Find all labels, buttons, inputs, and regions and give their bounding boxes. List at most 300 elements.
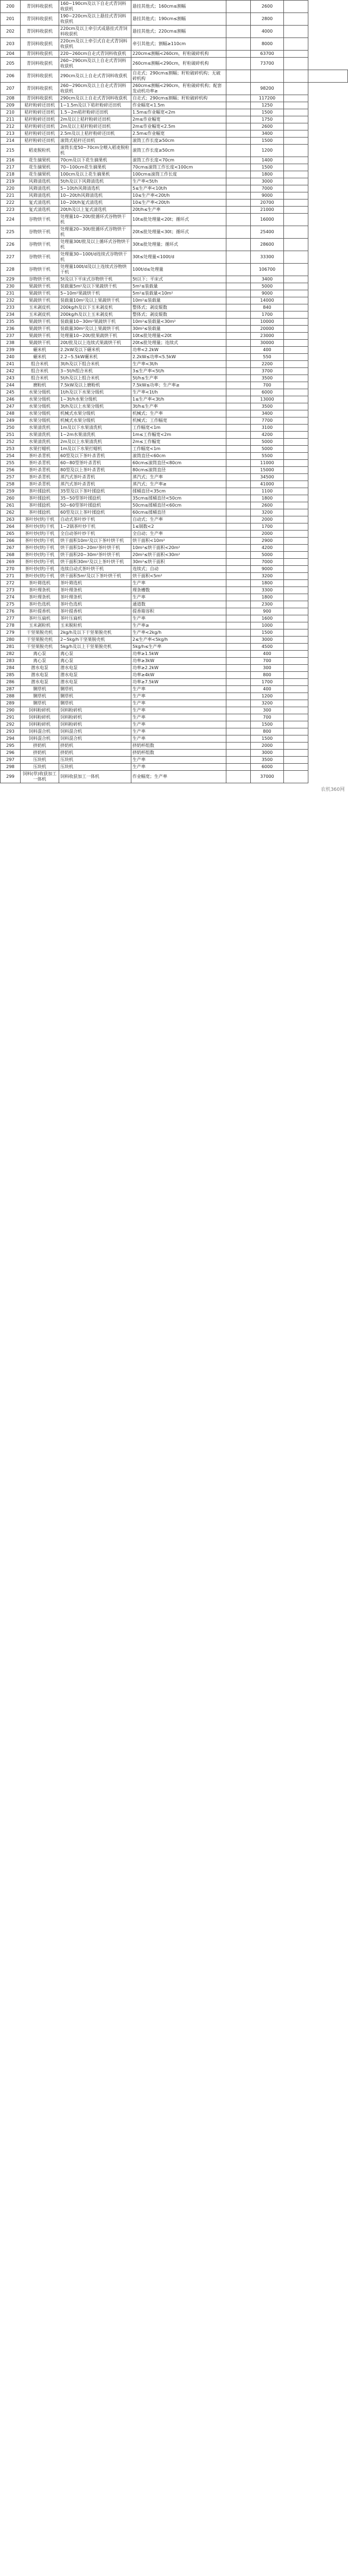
- row-number: 296: [1, 750, 21, 757]
- row-number: 288: [1, 693, 21, 700]
- empty-cell: [284, 95, 308, 102]
- empty-cell: [226, 207, 251, 214]
- table-row: [1, 382, 348, 389]
- empty-cell: [226, 333, 251, 340]
- param-text: 3≤生产率<5t/h: [131, 368, 226, 375]
- spec-text: 铡草机: [59, 700, 131, 707]
- item-name: 茶叶提香机: [21, 608, 59, 615]
- spec-text: 5t/h及以下风筛清选机: [59, 178, 131, 185]
- empty-cell: [226, 396, 251, 403]
- empty-cell: [226, 495, 251, 502]
- item-name: 铡草机: [21, 700, 59, 707]
- row-number: 223: [1, 207, 21, 214]
- table-row: [1, 658, 348, 665]
- item-name: 谷物烘干机: [21, 239, 59, 251]
- table-row: [1, 95, 348, 102]
- empty-cell: [226, 637, 251, 644]
- spec-text: 自动式茶叶炒干机: [59, 516, 131, 523]
- price-text: 3500: [251, 757, 284, 764]
- row-number: 297: [1, 757, 21, 764]
- price-text: 5000: [251, 446, 284, 453]
- row-number: 253: [1, 446, 21, 453]
- price-text: 2000: [251, 743, 284, 750]
- table-row: [1, 123, 348, 130]
- empty-cell: [226, 70, 251, 83]
- empty-cell: [284, 26, 308, 38]
- table-row: [1, 495, 348, 502]
- spec-text: 5t/h及以上组合米机: [59, 375, 131, 382]
- empty-cell: [226, 368, 251, 375]
- empty-cell: [226, 123, 251, 130]
- item-name: 花生摘果机: [21, 164, 59, 171]
- item-name: 饲料混合机: [21, 735, 59, 743]
- empty-cell: [226, 764, 251, 771]
- table-row: [1, 679, 348, 686]
- param-text: 功率<2.2kW: [131, 347, 226, 354]
- spec-text: 潜水电泵: [59, 679, 131, 686]
- row-number: 270: [1, 566, 21, 573]
- param-text: 20m²≤烘干面积<30m²: [131, 552, 226, 559]
- table-row: [1, 239, 348, 251]
- price-text: 8000: [251, 38, 284, 51]
- spec-text: 3t/h及以上水果分级机: [59, 403, 131, 410]
- empty-cell: [284, 333, 308, 340]
- item-name: 挤奶机: [21, 750, 59, 757]
- empty-cell: [226, 1, 251, 13]
- param-text: 30m²≤烘干面积: [131, 559, 226, 566]
- empty-cell: [284, 587, 308, 594]
- empty-cell: [226, 439, 251, 446]
- param-text: 生产率: [131, 764, 226, 771]
- item-name: 果蔬烘干机: [21, 326, 59, 333]
- spec-text: 1m及以下水果清洗机: [59, 425, 131, 432]
- item-name: 磨粉机: [21, 382, 59, 389]
- table-row: [1, 214, 348, 226]
- param-text: 滚筒工作长度≥50cm: [131, 138, 226, 145]
- spec-text: 装载量30m²及以上果蔬烘干机: [59, 326, 131, 333]
- table-row: [1, 226, 348, 239]
- row-number: 229: [1, 276, 21, 283]
- param-text: 7.5kW≤功率；生产率≥: [131, 382, 226, 389]
- price-text: 3500: [251, 403, 284, 410]
- param-text: 烘干面积<10m²: [131, 538, 226, 545]
- row-number: 232: [1, 297, 21, 304]
- table-row: [1, 264, 348, 276]
- spec-text: 2m及以上秸秆粉碎还田机: [59, 123, 131, 130]
- empty-cell: [284, 481, 308, 488]
- empty-cell: [284, 178, 308, 185]
- item-name: 水果清洗机: [21, 432, 59, 439]
- item-name: 茶叶理条机: [21, 594, 59, 601]
- spec-text: 全自动茶叶炒干机: [59, 531, 131, 538]
- empty-cell: [284, 347, 308, 354]
- item-name: 茶叶揉捻机: [21, 509, 59, 516]
- empty-cell: [284, 164, 308, 171]
- price-text: 700: [251, 382, 284, 389]
- empty-cell: [226, 164, 251, 171]
- param-text: 80cm≤滚筒直径: [131, 467, 226, 474]
- param-text: 滚筒直径<60cm: [131, 453, 226, 460]
- empty-cell: [284, 382, 308, 389]
- empty-cell: [284, 771, 308, 783]
- row-number: 261: [1, 502, 21, 509]
- empty-cell: [284, 304, 308, 311]
- empty-cell: [284, 340, 308, 347]
- item-name: 稻麦脱粒机: [21, 145, 59, 157]
- empty-cell: [284, 368, 308, 375]
- param-text: 3t/h≤生产率: [131, 403, 226, 410]
- empty-cell: [226, 214, 251, 226]
- table-row: [1, 552, 348, 559]
- empty-cell: [226, 523, 251, 531]
- subsidy-table: [0, 0, 348, 783]
- table-row: [1, 138, 348, 145]
- empty-cell: [226, 453, 251, 460]
- table-row: [1, 109, 348, 116]
- param-text: 60cm≤滚筒直径<80cm: [131, 460, 226, 467]
- empty-cell: [284, 432, 308, 439]
- row-number: 272: [1, 580, 21, 587]
- spec-text: 压块机: [59, 757, 131, 764]
- table-row: [1, 58, 348, 70]
- table-row: [1, 347, 348, 354]
- param-text: 生产率: [131, 707, 226, 714]
- spec-text: 70~100cm花生摘果机: [59, 164, 131, 171]
- price-text: 4200: [251, 432, 284, 439]
- item-name: 潜水电泵: [21, 672, 59, 679]
- price-text: 7700: [251, 417, 284, 425]
- price-text: 6000: [251, 389, 284, 396]
- table-row: [1, 375, 348, 382]
- item-name: 风筛清选机: [21, 185, 59, 192]
- spec-text: 35型及以下茶叶揉捻机: [59, 488, 131, 495]
- empty-cell: [226, 700, 251, 707]
- param-text: 理条槽数: [131, 587, 226, 594]
- param-text: 生产率: [131, 700, 226, 707]
- table-row: [1, 311, 348, 319]
- empty-cell: [284, 290, 308, 297]
- empty-cell: [284, 410, 308, 417]
- item-name: 离心泵: [21, 651, 59, 658]
- price-text: 2600: [251, 502, 284, 509]
- item-name: 茶叶炒(烘)干机: [21, 559, 59, 566]
- param-text: 牵引其他式；割幅≥110cm: [131, 38, 226, 51]
- item-name: 茶叶炒(烘)干机: [21, 531, 59, 538]
- empty-cell: [226, 83, 251, 95]
- param-text: 生产率: [131, 714, 226, 721]
- empty-cell: [284, 109, 308, 116]
- price-text: 13000: [251, 396, 284, 403]
- param-text: 功率≥3kW: [131, 658, 226, 665]
- empty-cell: [284, 552, 308, 559]
- item-name: 铡草机: [21, 693, 59, 700]
- empty-cell: [284, 488, 308, 495]
- watermark: 农机360网: [320, 787, 345, 793]
- item-name: 青饲料收获机: [21, 51, 59, 58]
- row-number: 207: [1, 83, 21, 95]
- price-text: 1500: [251, 721, 284, 728]
- item-name: 茶叶炒(烘)干机: [21, 566, 59, 573]
- spec-text: 蒸汽式茶叶杀青机: [59, 474, 131, 481]
- item-name: 茶叶色选机: [21, 601, 59, 608]
- price-text: 3000: [251, 637, 284, 644]
- empty-cell: [284, 580, 308, 587]
- row-number: 274: [1, 594, 21, 601]
- spec-text: 玉米脱粒机: [59, 622, 131, 629]
- empty-cell: [226, 594, 251, 601]
- table-row: [1, 1, 348, 13]
- row-number: 233: [1, 304, 21, 311]
- empty-cell: [284, 538, 308, 545]
- param-text: 10≤生产率<20t/h: [131, 192, 226, 199]
- item-name: 茶叶揉捻机: [21, 502, 59, 509]
- empty-cell: [284, 192, 308, 199]
- empty-cell: [284, 700, 308, 707]
- item-name: 水果分级机: [21, 410, 59, 417]
- item-name: 秸秆粉碎还田机: [21, 138, 59, 145]
- item-name: 压块机: [21, 764, 59, 771]
- row-number: 215: [1, 145, 21, 157]
- empty-cell: [284, 495, 308, 502]
- spec-text: 滚筒长度50~70cm全喂入稻麦脱粒机: [59, 145, 131, 157]
- empty-cell: [284, 735, 308, 743]
- spec-text: 2m及以上水果清洗机: [59, 439, 131, 446]
- empty-cell: [226, 686, 251, 693]
- item-name: 组合米机: [21, 361, 59, 368]
- table-row: [1, 686, 348, 693]
- row-number: 204: [1, 51, 21, 58]
- row-number: 235: [1, 319, 21, 326]
- param-text: 滚筒工作长度≥50cm: [131, 145, 226, 157]
- table-row: [1, 276, 348, 283]
- price-text: 1700: [251, 679, 284, 686]
- empty-cell: [226, 587, 251, 594]
- param-text: 1.5m≤作业幅宽<2m: [131, 109, 226, 116]
- price-text: 3700: [251, 368, 284, 375]
- empty-cell: [284, 138, 308, 145]
- empty-cell: [284, 516, 308, 523]
- price-text: 1500: [251, 109, 284, 116]
- table-row: [1, 83, 348, 95]
- empty-cell: [284, 523, 308, 531]
- empty-cell: [284, 573, 308, 580]
- price-text: 2900: [251, 538, 284, 545]
- empty-cell: [284, 743, 308, 750]
- price-text: 5500: [251, 453, 284, 460]
- param-text: 20t≤批处理量；连续式: [131, 340, 226, 347]
- empty-cell: [226, 446, 251, 453]
- item-name: 饲料粉碎机: [21, 721, 59, 728]
- price-text: 2600: [251, 1, 284, 13]
- table-row: [1, 481, 348, 488]
- spec-text: 220cm及以上牵引式自走式青饲料收获机: [59, 38, 131, 51]
- spec-text: 茶叶压扁机: [59, 615, 131, 622]
- table-row: [1, 559, 348, 566]
- row-number: 216: [1, 157, 21, 164]
- spec-text: 1~3t/h水果分级机: [59, 396, 131, 403]
- item-name: 干坚果脱壳机: [21, 637, 59, 644]
- empty-cell: [226, 622, 251, 629]
- empty-cell: [226, 559, 251, 566]
- param-text: 生产率<2kg/h: [131, 629, 226, 637]
- empty-cell: [226, 644, 251, 651]
- empty-cell: [284, 264, 308, 276]
- price-text: 16000: [251, 214, 284, 226]
- item-name: 果蔬烘干机: [21, 283, 59, 290]
- empty-cell: [284, 439, 308, 446]
- row-number: 269: [1, 559, 21, 566]
- empty-cell: [226, 417, 251, 425]
- row-number: 298: [1, 764, 21, 771]
- item-name: 果蔬烘干机: [21, 319, 59, 326]
- param-text: 悬挂其他式；160cm≤割幅: [131, 1, 226, 13]
- item-name: 谷物烘干机: [21, 251, 59, 264]
- table-row: [1, 509, 348, 516]
- spec-text: 饲料粉碎机: [59, 707, 131, 714]
- param-text: 10≤生产率<20t/h: [131, 199, 226, 207]
- row-number: 286: [1, 679, 21, 686]
- table-row: [1, 622, 348, 629]
- price-text: 9000: [251, 192, 284, 199]
- row-number: 201: [1, 13, 21, 26]
- empty-cell: [226, 629, 251, 637]
- item-name: 饲料粉碎机: [21, 707, 59, 714]
- spec-text: 190~220cm及以上悬挂式青饲料收获机: [59, 13, 131, 26]
- item-name: 饲料混合机: [21, 728, 59, 735]
- table-row: [1, 453, 348, 460]
- table-row: [1, 573, 348, 580]
- empty-cell: [226, 145, 251, 157]
- price-text: 1800: [251, 594, 284, 601]
- price-text: 20700: [251, 199, 284, 207]
- empty-cell: [284, 658, 308, 665]
- row-number: 234: [1, 311, 21, 319]
- row-number: 238: [1, 340, 21, 347]
- spec-text: 2m及以上秸秆粉碎还田机: [59, 116, 131, 123]
- item-name: 饲料粉碎机: [21, 714, 59, 721]
- table-row: [1, 446, 348, 453]
- price-text: 800: [251, 672, 284, 679]
- spec-text: 烘干面积20~30m²茶叶烘干机: [59, 552, 131, 559]
- param-text: 生产率≥: [131, 622, 226, 629]
- row-number: 227: [1, 251, 21, 264]
- empty-cell: [226, 651, 251, 658]
- row-number: 249: [1, 417, 21, 425]
- price-text: 10000: [251, 319, 284, 326]
- item-name: 干坚果脱壳机: [21, 629, 59, 637]
- empty-cell: [226, 130, 251, 138]
- param-text: 生产率: [131, 721, 226, 728]
- row-number: 221: [1, 192, 21, 199]
- price-text: 1200: [251, 693, 284, 700]
- table-row: [1, 523, 348, 531]
- spec-text: 220cm及以上牵引式或悬挂式青饲料收获机: [59, 26, 131, 38]
- empty-cell: [284, 145, 308, 157]
- row-number: 211: [1, 116, 21, 123]
- empty-cell: [226, 403, 251, 410]
- row-number: 263: [1, 516, 21, 523]
- empty-cell: [226, 460, 251, 467]
- empty-cell: [226, 601, 251, 608]
- row-number: 283: [1, 658, 21, 665]
- price-text: 9000: [251, 566, 284, 573]
- param-text: 10t≤批处理量<20t: [131, 333, 226, 340]
- empty-cell: [226, 26, 251, 38]
- row-number: 252: [1, 439, 21, 446]
- empty-cell: [284, 721, 308, 728]
- param-text: 蒸汽式；生产率: [131, 474, 226, 481]
- param-text: 30t≤批处理量；循环式: [131, 239, 226, 251]
- spec-text: 260~290cm及以上自走式青饲料收获机: [59, 83, 131, 95]
- empty-cell: [226, 488, 251, 495]
- empty-cell: [226, 743, 251, 750]
- price-text: 1250: [251, 102, 284, 109]
- spec-text: 茶叶筛选机: [59, 580, 131, 587]
- spec-text: 60型及以下茶叶杀青机: [59, 453, 131, 460]
- price-text: 1200: [251, 145, 284, 157]
- param-text: 生产率: [131, 686, 226, 693]
- empty-cell: [284, 13, 308, 26]
- row-number: 266: [1, 538, 21, 545]
- param-text: 提香箱容积: [131, 608, 226, 615]
- table-row: [1, 396, 348, 403]
- price-text: 1700: [251, 311, 284, 319]
- empty-cell: [284, 651, 308, 658]
- row-number: 210: [1, 109, 21, 116]
- price-text: 3000: [251, 750, 284, 757]
- price-text: 98200: [251, 83, 284, 95]
- empty-cell: [226, 157, 251, 164]
- price-text: 900: [251, 608, 284, 615]
- empty-cell: [284, 297, 308, 304]
- spec-text: 200kg/h及以下玉米剥皮机: [59, 304, 131, 311]
- price-text: 1000: [251, 622, 284, 629]
- price-text: 4200: [251, 545, 284, 552]
- spec-text: 饲料混合机: [59, 728, 131, 735]
- price-text: 400: [251, 347, 284, 354]
- spec-text: 处理量30~100t/d连续式谷物烘干机: [59, 251, 131, 264]
- item-name: 谷物烘干机: [21, 226, 59, 239]
- param-text: 50cm≤揉桶直径<60cm: [131, 502, 226, 509]
- empty-cell: [226, 750, 251, 757]
- row-number: 245: [1, 389, 21, 396]
- spec-text: 3~5t/h组合米机: [59, 368, 131, 375]
- row-number: 243: [1, 375, 21, 382]
- empty-cell: [226, 615, 251, 622]
- spec-text: 50~60型茶叶揉捻机: [59, 502, 131, 509]
- price-text: 4500: [251, 644, 284, 651]
- empty-cell: [226, 95, 251, 102]
- empty-cell: [226, 239, 251, 251]
- item-name: 水果分级机: [21, 403, 59, 410]
- param-text: 5m²≤装载量<10m²: [131, 290, 226, 297]
- spec-text: 1t/h及以下水果分级机: [59, 389, 131, 396]
- empty-cell: [284, 728, 308, 735]
- spec-text: 装载量10m²及以上果蔬烘干机: [59, 297, 131, 304]
- row-number: 226: [1, 239, 21, 251]
- row-number: 273: [1, 587, 21, 594]
- empty-cell: [284, 425, 308, 432]
- item-name: 茶叶杀青机: [21, 460, 59, 467]
- empty-cell: [226, 538, 251, 545]
- row-number: 279: [1, 629, 21, 637]
- empty-cell: [284, 375, 308, 382]
- row-number: 200: [1, 1, 21, 13]
- empty-cell: [284, 102, 308, 109]
- item-name: 果蔬烘干机: [21, 333, 59, 340]
- spec-text: 20t/批及以上连续式果蔬烘干机: [59, 340, 131, 347]
- table-row: [1, 693, 348, 700]
